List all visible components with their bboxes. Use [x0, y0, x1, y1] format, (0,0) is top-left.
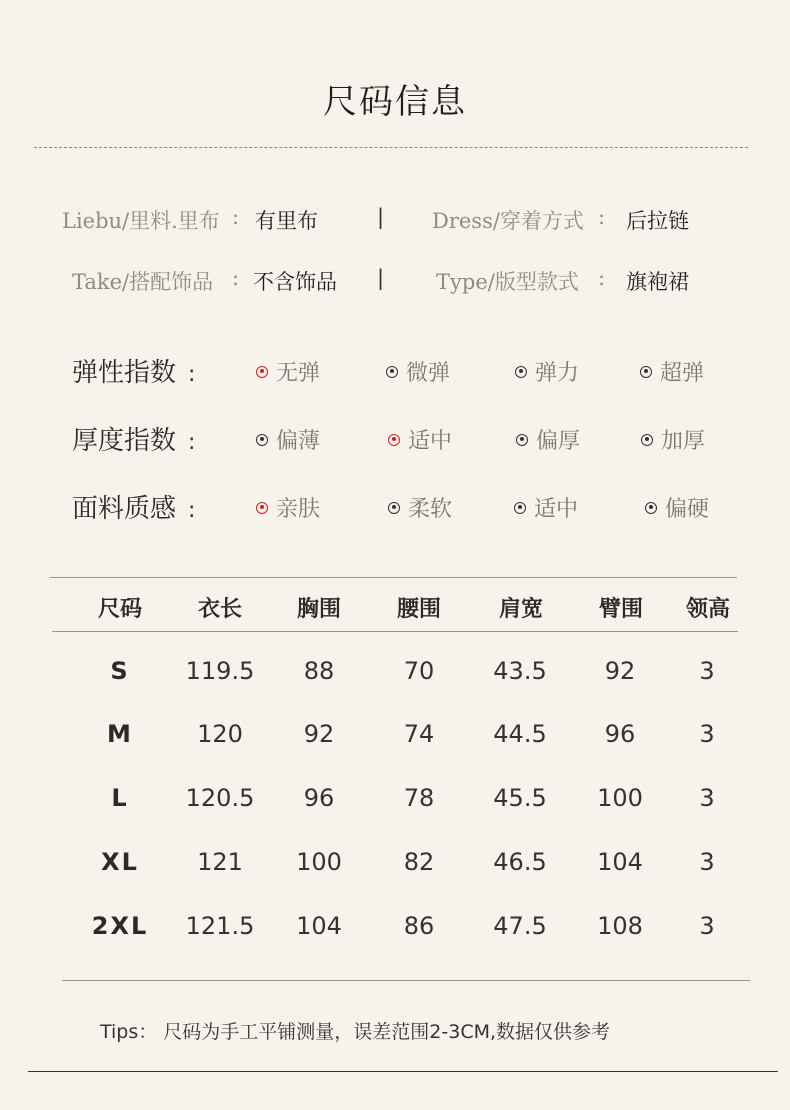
attr-label: 弹性指数 :	[72, 358, 196, 388]
attr-label: 面料质感 :	[72, 494, 196, 524]
info-label-wearing: Dress/穿着方式	[432, 209, 584, 233]
attr-option: 偏厚	[516, 424, 580, 455]
info-colon: :	[598, 205, 606, 229]
info-separator: |	[377, 205, 385, 229]
table-cell: 100	[597, 784, 643, 812]
table-cell: 104	[597, 848, 643, 876]
radio-icon	[386, 366, 398, 378]
table-header-rule	[52, 631, 738, 632]
attr-option: 无弹	[256, 356, 320, 387]
radio-icon	[256, 502, 268, 514]
table-cell: 121.5	[185, 912, 255, 940]
table-cell: 70	[403, 657, 435, 685]
table-cell: 74	[403, 720, 435, 748]
table-header-cell: 领高	[685, 596, 730, 622]
info-colon: :	[598, 266, 606, 290]
radio-icon	[388, 502, 400, 514]
radio-icon	[641, 434, 653, 446]
table-cell: 88	[303, 657, 335, 685]
info-colon: :	[232, 266, 240, 290]
table-cell: 121	[197, 848, 243, 876]
table-cell: 78	[403, 784, 435, 812]
size-label-cell: XL	[101, 848, 139, 876]
page-title: 尺码信息	[323, 82, 467, 122]
table-header-cell: 腰围	[396, 596, 441, 622]
table-cell: 119.5	[185, 657, 255, 685]
table-header-cell: 衣长	[197, 596, 242, 622]
radio-icon	[388, 434, 400, 446]
info-value-type: 旗袍裙	[626, 270, 689, 294]
table-cell: 120	[197, 720, 243, 748]
table-cell: 45.5	[493, 784, 547, 812]
table-header-cell: 胸围	[296, 596, 341, 622]
attr-option: 超弹	[640, 356, 704, 387]
table-cell: 86	[403, 912, 435, 940]
size-label-cell: L	[111, 784, 129, 812]
table-top-rule	[50, 577, 737, 578]
footer-rule	[28, 1071, 778, 1072]
info-value-wearing: 后拉链	[626, 209, 689, 233]
radio-icon	[516, 434, 528, 446]
attr-label: 厚度指数 :	[72, 426, 196, 456]
table-cell: 82	[403, 848, 435, 876]
table-bottom-rule	[62, 980, 750, 981]
table-cell: 96	[303, 784, 335, 812]
attr-option: 弹力	[515, 356, 579, 387]
info-value-accessories: 不含饰品	[253, 270, 337, 294]
radio-icon	[256, 366, 268, 378]
info-value-lining: 有里布	[255, 209, 318, 233]
attr-option: 适中	[514, 492, 578, 523]
table-cell: 96	[604, 720, 636, 748]
table-cell: 92	[303, 720, 335, 748]
info-label-accessories: Take/搭配饰品	[72, 270, 214, 294]
info-label-type: Type/版型款式	[436, 270, 579, 294]
table-cell: 3	[699, 912, 715, 940]
table-cell: 104	[296, 912, 342, 940]
radio-icon	[640, 366, 652, 378]
attr-option: 适中	[388, 424, 452, 455]
table-cell: 3	[699, 784, 715, 812]
size-label-cell: 2XL	[91, 912, 149, 940]
dashed-divider	[34, 147, 748, 148]
radio-icon	[514, 502, 526, 514]
table-cell: 44.5	[493, 720, 547, 748]
attr-row-elasticity	[0, 352, 790, 392]
table-cell: 3	[699, 657, 715, 685]
attr-option: 偏硬	[645, 492, 709, 523]
radio-icon	[256, 434, 268, 446]
table-cell: 46.5	[493, 848, 547, 876]
table-cell: 43.5	[493, 657, 547, 685]
attr-row-texture	[0, 488, 790, 528]
tips-text: Tips： 尺码为手工平铺测量，误差范围2-3CM,数据仅供参考	[100, 1021, 611, 1043]
info-label-lining: Liebu/里料.里布	[62, 209, 220, 233]
attr-option: 亲肤	[256, 492, 320, 523]
table-cell: 108	[597, 912, 643, 940]
radio-icon	[645, 502, 657, 514]
attr-option: 微弹	[386, 356, 450, 387]
table-cell: 3	[699, 720, 715, 748]
table-cell: 3	[699, 848, 715, 876]
attr-option: 加厚	[641, 424, 705, 455]
table-header-cell: 臂围	[598, 596, 643, 622]
table-cell: 120.5	[185, 784, 255, 812]
attr-option: 柔软	[388, 492, 452, 523]
table-header-cell: 肩宽	[498, 596, 543, 622]
radio-icon	[515, 366, 527, 378]
attr-option: 偏薄	[256, 424, 320, 455]
table-cell: 92	[604, 657, 636, 685]
info-row-2	[0, 266, 790, 302]
info-separator: |	[377, 266, 385, 290]
table-cell: 100	[296, 848, 342, 876]
size-label-cell: M	[107, 720, 133, 748]
info-row-1	[0, 205, 790, 241]
size-label-cell: S	[110, 657, 130, 685]
table-header-cell: 尺码	[97, 596, 142, 622]
table-cell: 47.5	[493, 912, 547, 940]
info-colon: :	[232, 205, 240, 229]
attr-row-thickness	[0, 420, 790, 460]
